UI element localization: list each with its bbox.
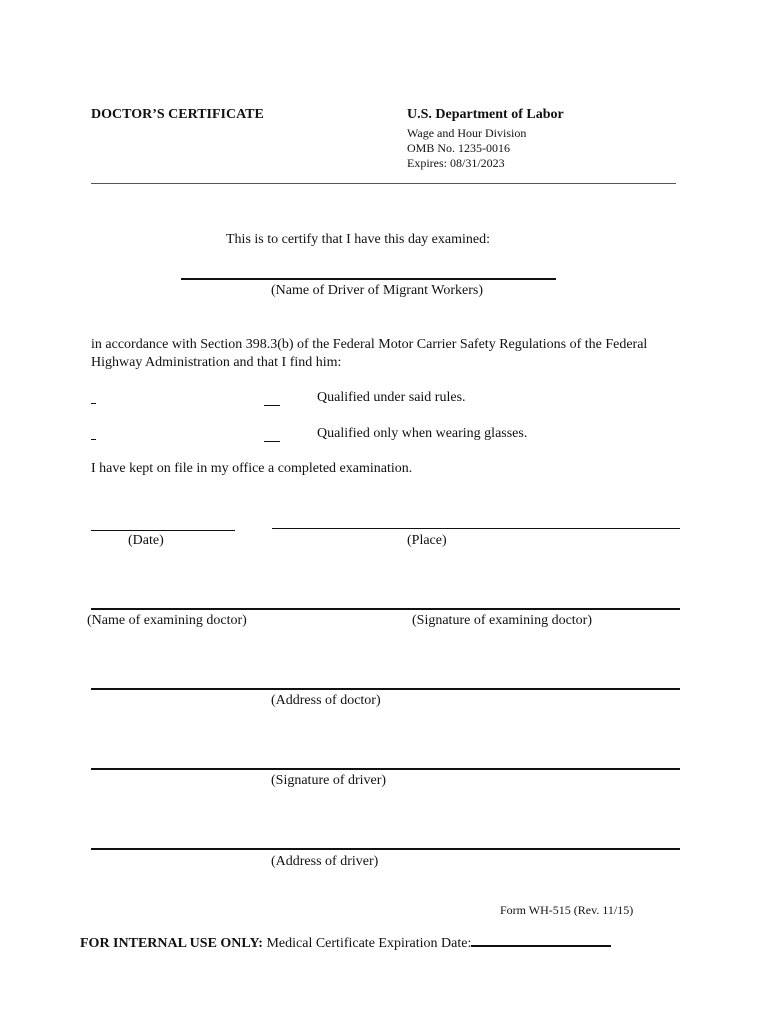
internal-use-line (80, 933, 611, 952)
place-field[interactable] (272, 528, 680, 529)
date-field[interactable] (91, 530, 235, 531)
division-name: Wage and Hour Division (407, 126, 527, 140)
option-qualified-label: Qualified under said rules. (317, 390, 466, 405)
doctor-address-label: (Address of doctor) (271, 693, 381, 708)
driver-address-field[interactable] (91, 848, 680, 850)
option-glasses-label: Qualified only when wearing glasses. (317, 426, 528, 441)
driver-name-field[interactable] (181, 278, 556, 280)
driver-name-label: (Name of Driver of Migrant Workers) (271, 283, 484, 298)
doctor-signature-label: (Signature of examining doctor) (412, 613, 593, 628)
internal-use-label: FOR INTERNAL USE ONLY: (80, 936, 263, 951)
doctor-address-field[interactable] (91, 688, 680, 690)
qualified-glasses-checkbox[interactable] (264, 441, 280, 442)
place-label: (Place) (407, 533, 447, 548)
certify-text: This is to certify that I have this day examined: (226, 232, 490, 247)
expiration-date-label: Medical Certificate Expiration Date: (266, 936, 472, 951)
agency-name: U.S. Department of Labor (407, 107, 564, 122)
qualified-checkbox[interactable] (264, 405, 280, 406)
driver-signature-field[interactable] (91, 768, 680, 770)
form-number: Form WH-515 (Rev. 11/15) (500, 903, 634, 917)
option-prefix-mark (91, 403, 96, 404)
driver-signature-label: (Signature of driver) (271, 773, 387, 788)
expiration-date-field[interactable] (471, 933, 611, 947)
option-prefix-mark (91, 439, 96, 440)
driver-address-label: (Address of driver) (271, 854, 379, 869)
accordance-text: in accordance with Section 398.3(b) of the Federal Motor Carrier Safety Regulations of the Federal Highway Administration and that I find him: (91, 337, 648, 370)
date-label: (Date) (128, 533, 164, 548)
kept-on-file-text: I have kept on file in my office a completed examination. (91, 461, 413, 476)
expiration-notice: Expires: 08/31/2023 (407, 156, 505, 170)
header-divider (91, 183, 676, 184)
form-title: DOCTOR’S CERTIFICATE (91, 107, 264, 122)
doctor-name-label: (Name of examining doctor) (87, 613, 247, 628)
doctor-name-signature-field[interactable] (91, 608, 680, 610)
omb-number: OMB No. 1235-0016 (407, 141, 511, 155)
